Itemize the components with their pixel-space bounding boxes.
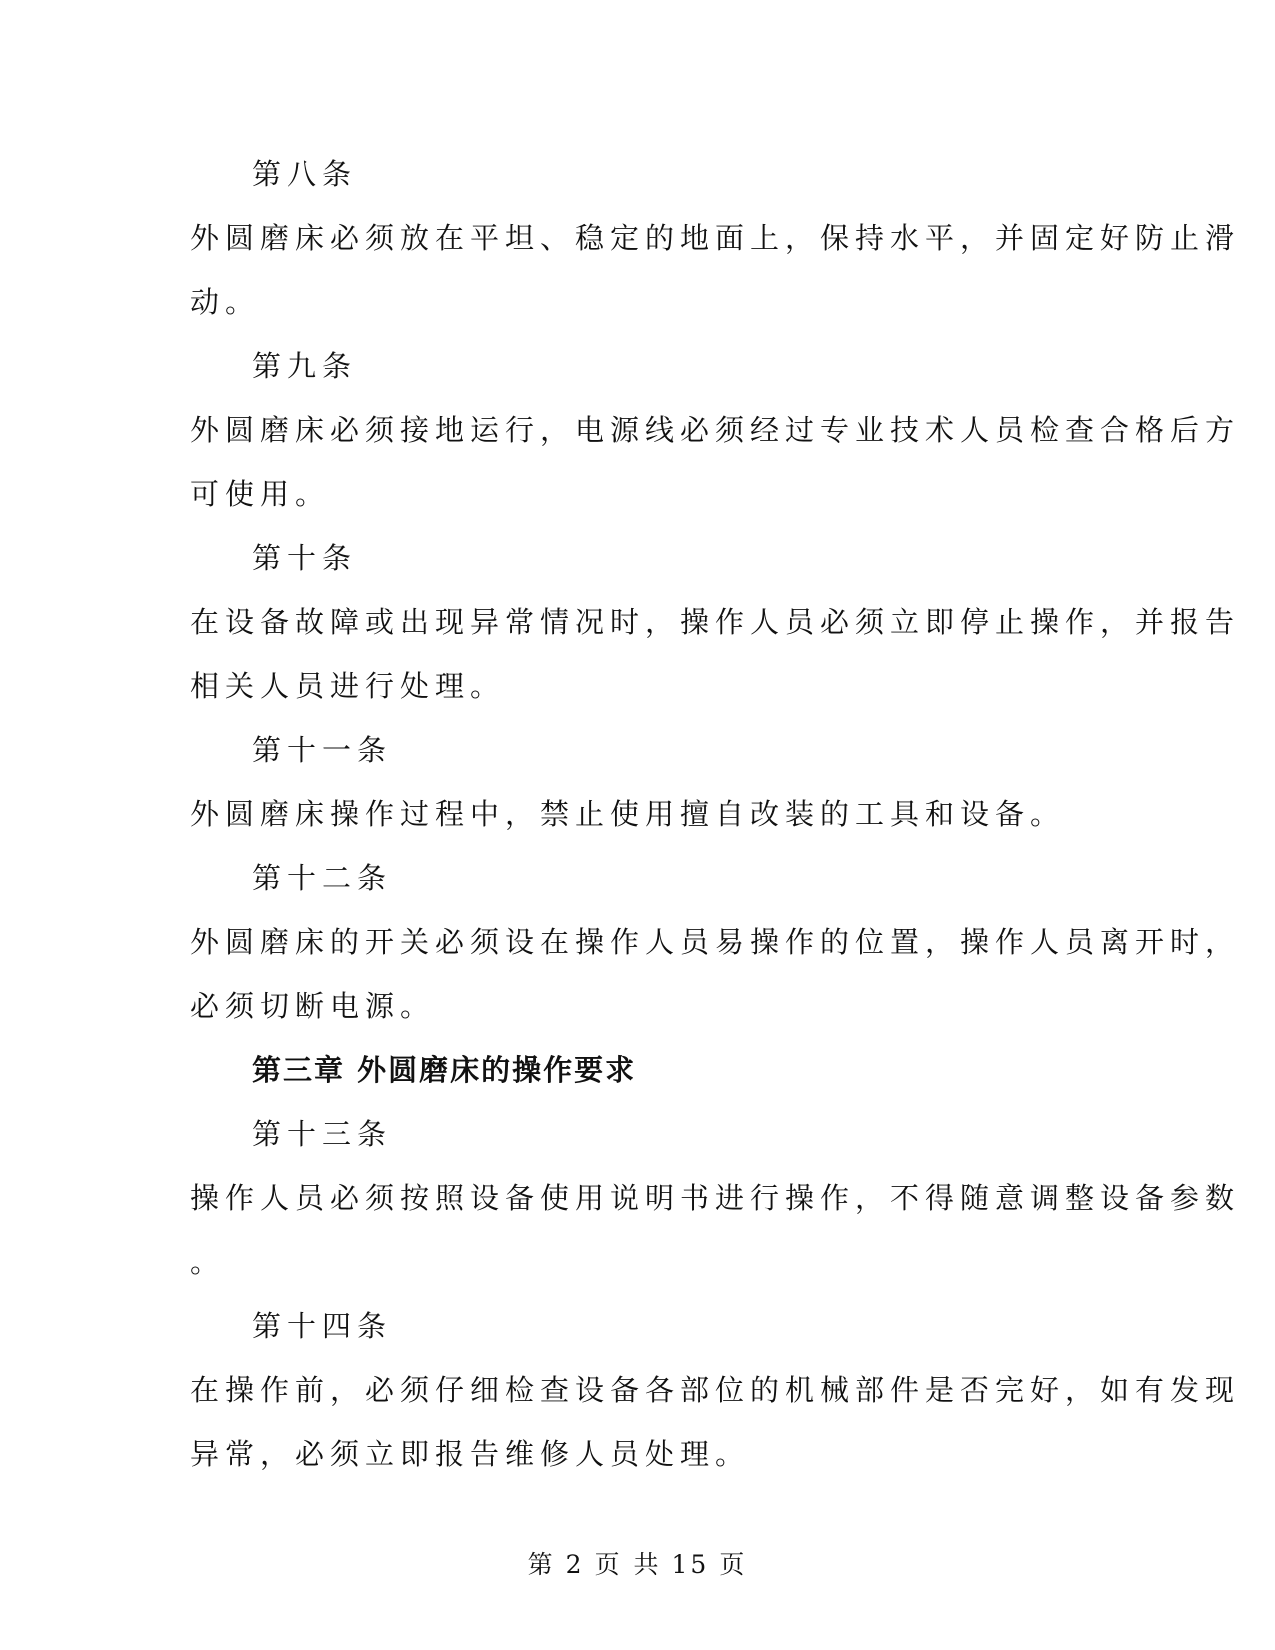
total-pages-number: 15 [671, 1550, 710, 1579]
paragraph-line: 操作人员必须按照设备使用说明书进行操作，不得随意调整设备参数 [190, 1181, 1241, 1215]
article-heading-14: 第十四条 [252, 1309, 393, 1343]
footer-suffix: 页 [719, 1550, 748, 1579]
paragraph-line: 外圆磨床必须放在平坦、稳定的地面上，保持水平，并固定好防止滑 [190, 221, 1241, 255]
paragraph-line: 在操作前，必须仔细检查设备各部位的机械部件是否完好，如有发现 [190, 1373, 1241, 1407]
paragraph-line: 相关人员进行处理。 [190, 669, 506, 703]
paragraph-line: 可使用。 [190, 477, 331, 511]
article-heading-8: 第八条 [252, 157, 358, 191]
paragraph-line: 在设备故障或出现异常情况时，操作人员必须立即停止操作，并报告 [190, 605, 1241, 639]
article-heading-12: 第十二条 [252, 861, 393, 895]
current-page-number: 2 [565, 1550, 585, 1579]
paragraph-line: 。 [190, 1245, 226, 1279]
chapter-title: 第三章 外圆磨床的操作要求 [252, 1053, 637, 1087]
paragraph-line: 异常，必须立即报告维修人员处理。 [190, 1437, 751, 1471]
paragraph-line: 外圆磨床的开关必须设在操作人员易操作的位置，操作人员离开时， [190, 925, 1241, 959]
footer-middle: 页 共 [594, 1550, 662, 1579]
paragraph-line: 外圆磨床操作过程中，禁止使用擅自改装的工具和设备。 [190, 797, 1066, 831]
article-heading-13: 第十三条 [252, 1117, 393, 1151]
article-heading-9: 第九条 [252, 349, 358, 383]
article-heading-11: 第十一条 [252, 733, 393, 767]
document-body [190, 142, 1241, 1486]
article-heading-10: 第十条 [252, 541, 358, 575]
paragraph-line: 动。 [190, 285, 261, 319]
page-footer [0, 1545, 1275, 1581]
paragraph-line: 外圆磨床必须接地运行，电源线必须经过专业技术人员检查合格后方 [190, 413, 1241, 447]
footer-prefix: 第 [527, 1550, 556, 1579]
paragraph-line: 必须切断电源。 [190, 989, 436, 1023]
